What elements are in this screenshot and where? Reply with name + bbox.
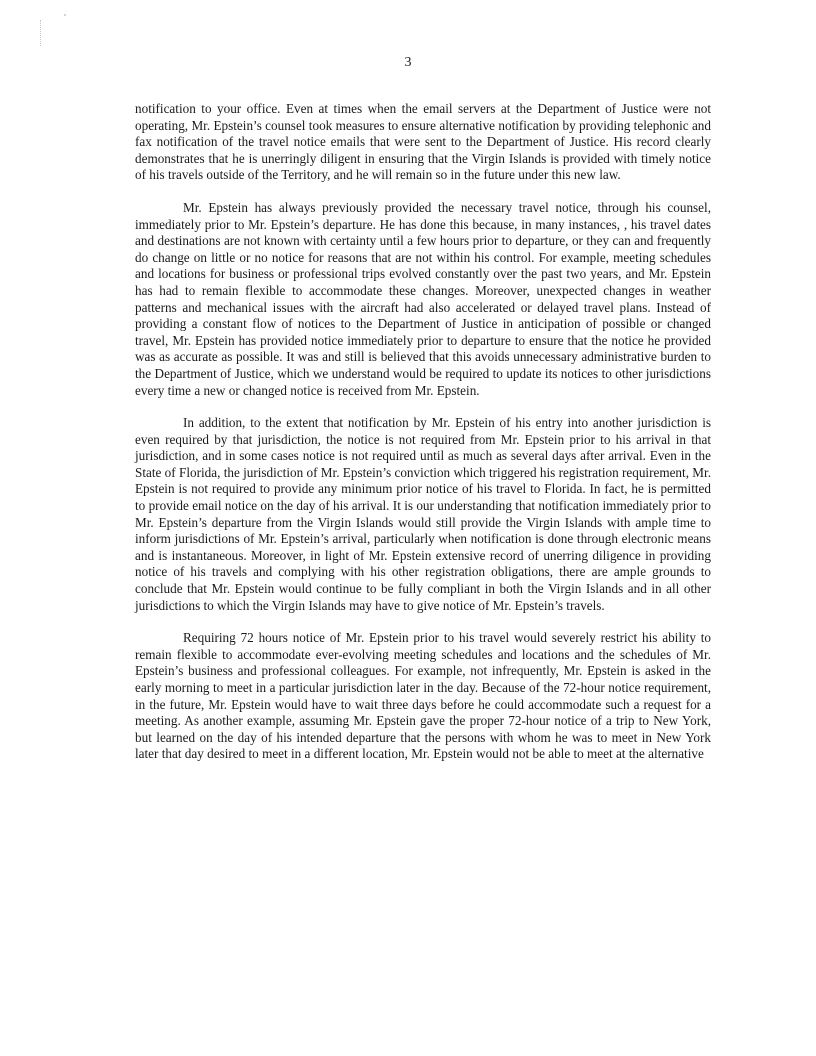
scan-margin-mark	[40, 20, 42, 46]
paragraph-other-jurisdictions: In addition, to the extent that notification by Mr. Epstein of his entry into another jurisdiction is even required by that jurisdiction, the notice is not required from Mr. Epstein prior to his arrival in that jurisdiction, and in some cases notice is not required until as much as several days after arrival. Even in the State of Florida, the jurisdiction of Mr. Epstein’s conviction which triggered his registration requirement, Mr. Epstein is not required to provide any minimum prior notice of his travel to Florida. In fact, he is permitted to provide email notice on the day of his arrival. It is our understanding that notification immediately prior to Mr. Epstein’s departure from the Virgin Islands would still provide the Virgin Islands with ample time to inform jurisdictions of Mr. Epstein’s arrival, particularly when notification is done through electronic means and is instantaneous. Moreover, in light of Mr. Epstein extensive record of unerring diligence in providing notice of his travels and complying with his other registration obligations, there are ample grounds to conclude that Mr. Epstein would continue to be fully compliant in both the Virgin Islands and in all other jurisdictions to which the Virgin Islands may have to give notice of Mr. Epstein’s travels.	[135, 415, 711, 613]
paragraph-continuation: notification to your office. Even at times when the email servers at the Department of Justice were not operating, Mr. Epstein’s counsel took measures to ensure alternative notification by providing telephonic and fax notification of the travel notice emails that were sent to the Department of Justice. His record clearly demonstrates that he is unerringly diligent in ensuring that the Virgin Islands is provided with timely notice of his travels outside of the Territory, and he will remain so in the future under this new law.	[135, 101, 711, 183]
page-number: 3	[404, 55, 412, 70]
paragraph-travel-notice-history: Mr. Epstein has always previously provided the necessary travel notice, through his counsel, immediately prior to Mr. Epstein’s departure. He has done this because, in many instances, , his travel dates and destinations are not known with certainty until a few hours prior to departure, or they can and frequently do change on little or no notice for reasons that are not within his control. For example, meeting schedules and locations for business or professional trips evolved constantly over the past two years, and Mr. Epstein has had to remain flexible to accommodate these changes. Moreover, unexpected changes in weather patterns and mechanical issues with the aircraft had also accelerated or delayed travel plans. Instead of providing a constant flow of notices to the Department of Justice in anticipation of possible or changed travel, Mr. Epstein has provided notice immediately prior to departure to ensure that the notice he provided was as accurate as possible. It was and still is believed that this avoids unnecessary administrative burden to the Department of Justice, which we understand would be required to update its notices to other jurisdictions every time a new or changed notice is received from Mr. Epstein.	[135, 199, 711, 398]
paragraph-72-hour-requirement: Requiring 72 hours notice of Mr. Epstein prior to his travel would severely restrict his ability to remain flexible to accommodate ever-evolving meeting schedules and locations and the schedules of Mr. Epstein’s business and professional colleagues. For example, not infrequently, Mr. Epstein is asked in the early morning to meet in a particular jurisdiction later in the day. Because of the 72-hour notice requirement, in the future, Mr. Epstein would have to wait three days before he could accommodate such a request for a meeting. As another example, assuming Mr. Epstein gave the proper 72-hour notice of a trip to New York, but learned on the day of his intended departure that the persons with whom he was to meet in New York later that day desired to meet in a different location, Mr. Epstein would not be able to meet at the alternative	[135, 630, 711, 762]
scan-speck	[64, 14, 66, 16]
letter-body	[135, 101, 711, 779]
